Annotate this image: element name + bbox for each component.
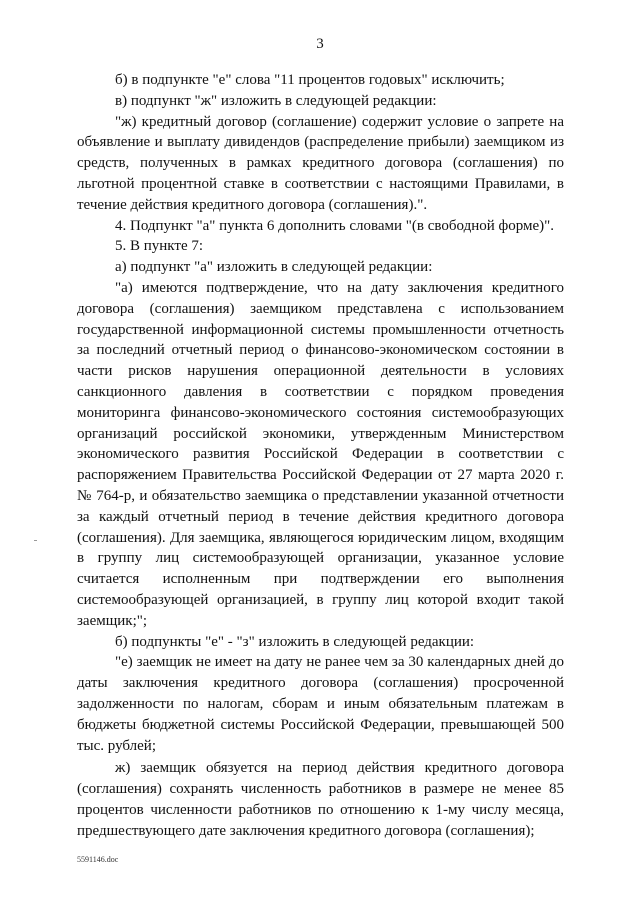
paragraph-a-text: "а) имеются подтверждение, что на дату заключения кредитного договора (соглашения) заемщиком представлена с использованием государственной информационной системы промышленности отчетность за последний отчетный период о финансово-экономическом состоянии в части рисков нарушения операционной деятельности в условиях санкционного давления в соответствии с порядком проведения мониторинга финансово-экономического состояния системообразующих организаций российской экономики, утвержденным Министерством экономического развития Российской Федерации в соответствии с распоряжением Правительства Российской Федерации от 27 марта 2020 г. № 764-р, и обязательство заемщика о представлении указанной отчетности за каждый отчетный период в течение действия кредитного договора (соглашения). Для заемщика, являющегося юридическим лицом, входящим в группу лиц системообразующей организации, указанное условие считается исполненным при подтверждении его выполнения системообразующей организацией, в группу лиц которой входит такой заемщик;"; (77, 279, 564, 629)
paragraph-item-4: 4. Подпункт "а" пункта 6 дополнить словами "(в свободной форме)". (115, 217, 555, 234)
margin-mark (34, 540, 37, 541)
paragraph-b-subpoints-e-z: б) подпункты "е" - "з" изложить в следующей редакции: (115, 633, 475, 650)
paragraph-item-5: 5. В пункте 7: (115, 238, 204, 255)
paragraph-b-subpoint-e: б) в подпункте "е" слова "11 процентов годовых" исключить; (115, 72, 505, 88)
paragraph-zh-text: "ж) кредитный договор (соглашение) содержит условие о запрете на объявление и выплату дивидендов (распределение прибыли) заемщиком из средств, полученных в рамках кредитного договора (соглашения) по льготной процентной ставке в соответствии с настоящими Правилами, в течение действия кредитного договора (соглашения).". (77, 113, 564, 213)
paragraph-a-subpoint-a: а) подпункт "а" изложить в следующей редакции: (115, 259, 433, 276)
footer-filename: 5591146.doc (77, 855, 119, 864)
document-body (77, 70, 564, 841)
paragraph-zh-employees: ж) заемщик обязуется на период действия кредитного договора (соглашения) сохранять численность работников в размере не менее 85 процентов численности работников по отношению к 1-му числу месяца, предшествующего дате заключения кредитного договора (соглашения); (77, 760, 564, 839)
page-number: 3 (316, 36, 324, 52)
paragraph-v-subpoint-zh: в) подпункт "ж" изложить в следующей редакции: (115, 92, 437, 109)
paragraph-e-text: "е) заемщик не имеет на дату не ранее чем за 30 календарных дней до даты заключения кредитного договора (соглашения) просроченной задолженности по налогам, сборам и иным обязательным платежам в бюджеты бюджетной системы Российской Федерации, превышающей 500 тыс. рублей; (77, 654, 564, 754)
